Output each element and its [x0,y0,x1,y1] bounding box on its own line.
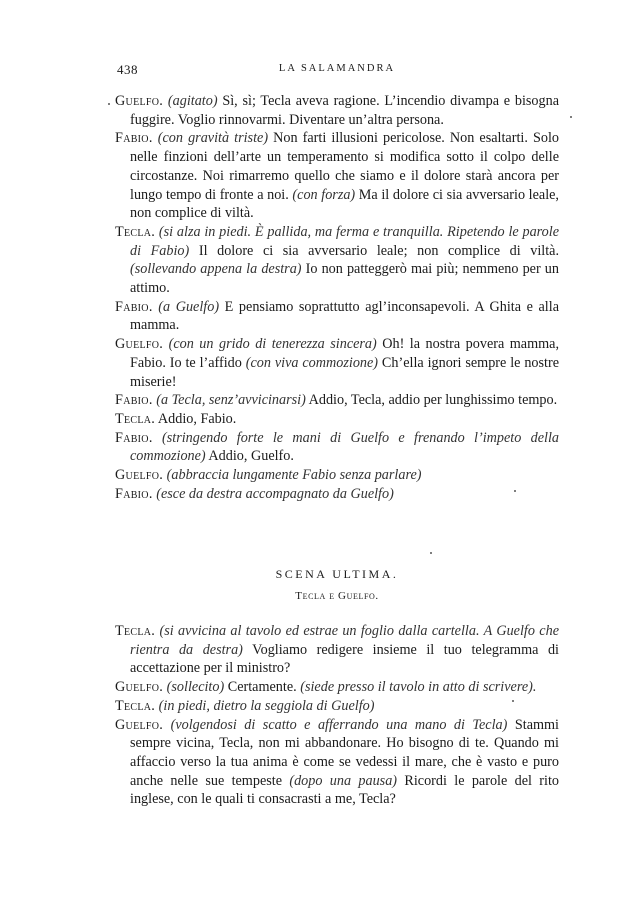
speech-text: Non farti illusioni pericolose. Non esaltarti. Solo nelle finzioni dell’arte un temperamento si modifica sotto il colpo delle circostanze. Noi rimarremo quello che siamo e il dolore starà ancora per lungo tempo di fronte a noi. [130,130,559,203]
scene-characters: Tecla e Guelfo. [295,590,379,602]
speech-guelfo-5 [115,716,559,810]
speech-tecla-1 [115,223,559,298]
speaker-name: Tecla. [115,410,156,427]
speech-text: Certamente. [224,679,301,696]
stage-direction: (stringendo forte le mani di Guelfo e frenando l’impeto della commozione) [130,429,560,465]
speech-guelfo-4 [115,678,559,697]
speaker-name: Tecla. [115,697,156,714]
speech-fabio-4 [115,429,559,466]
stage-direction: (si alza in piedi. È pallida, ma ferma e tranquilla. Ripetendo le parole di Fabio) [130,223,559,259]
speaker-name: Fabio. [115,130,153,147]
speech-tecla-3 [115,622,559,678]
speech-guelfo-2 [115,335,559,391]
speech-text: Io non patteggerò mai più; nemmeno per un attimo. [130,261,559,297]
stage-direction: (volgendosi di scatto e afferrando una mano di Tecla) [170,716,508,733]
scan-speck [430,552,432,554]
running-title: LA SALAMANDRA [278,63,396,74]
stage-direction: (si avvicina al tavolo ed estrae un foglio dalla cartella. A Guelfo che rientra da destra) [130,623,559,658]
stage-direction: (in piedi, dietro la seggiola di Guelfo) [158,697,375,714]
stage-direction: (agitato) [167,93,218,109]
stage-direction: (con viva commozione) [245,354,379,371]
scene-title: SCENA ULTIMA. [275,567,399,581]
speech-text: Il dolore ci sia avversario leale; non complice di viltà. [189,242,559,259]
speech-fabio-1 [115,129,559,223]
speaker-name: Fabio. [115,485,153,502]
speech-text: E pensiamo soprattutto agl’inconsapevoli. A Ghita e alla mamma. [130,298,559,334]
speaker-name: Fabio. [115,392,153,409]
stage-direction: (dopo una pausa) [289,772,398,789]
scan-speck [108,103,110,105]
speech-text: Ricordi le parole del rito inglese, con le quali ti consacrasti a me, Tecla? [130,772,559,808]
speech-text: Addio, Guelfo. [205,448,294,465]
speaker-name: Tecla. [115,223,156,240]
stage-direction: (con forza) [292,186,356,203]
speaker-name: Tecla. [115,623,156,639]
speech-text: Addio, Fabio. [155,410,237,427]
stage-direction: (sollecito) [166,679,225,696]
speech-text: Vogliamo redigere insieme il tuo telegramma di accettazione per il ministro? [130,641,559,677]
scan-speck [512,700,514,702]
stage-direction: (con gravità triste) [157,130,269,147]
speech-text: Oh! la nostra povera mamma, Fabio. Io te l’affido [130,336,559,371]
scan-speck [570,116,572,118]
speech-tecla-4 [115,697,559,716]
stage-direction: (esce da destra accompagnato da Guelfo) [156,485,394,502]
speech-text: Ch’ella ignori sempre le nostre miserie! [130,354,559,390]
stage-direction: (a Tecla, senz’avvicinarsi) [156,392,306,409]
speaker-name: Guelfo. [115,467,164,484]
speaker-name: Guelfo. [115,93,164,109]
speaker-name: Fabio. [115,429,153,446]
stage-direction: (siede presso il tavolo in atto di scrivere). [300,679,537,696]
dialogue-block-2 [115,622,559,809]
stage-direction: (a Guelfo) [158,298,220,315]
page-header [117,62,557,80]
speech-tecla-2 [115,410,559,429]
speech-text: Ma il dolore ci sia avversario leale, non complice di viltà. [130,186,559,222]
speech-text: Addio, Tecla, addio per lunghissimo tempo. [305,392,558,409]
speaker-name: Guelfo. [115,679,164,696]
speech-fabio-5 [115,485,559,504]
speech-guelfo-3 [115,466,559,485]
speech-fabio-3 [115,391,559,410]
stage-direction: (abbraccia lungamente Fabio senza parlare) [166,467,422,484]
speaker-name: Guelfo. [115,716,164,733]
dialogue-block-1 [115,92,559,503]
speech-guelfo-1 [115,92,559,129]
stage-direction: (con un grido di tenerezza sincera) [168,336,377,353]
speech-text: Sì, sì; Tecla aveva ragione. L’incendio divampa e bisogna fuggire. Voglio rinnovarmi. Diventare un’altra persona. [130,93,559,128]
page-number: 438 [117,62,138,77]
speaker-name: Fabio. [115,298,153,315]
speech-fabio-2 [115,298,559,335]
speaker-name: Guelfo. [115,336,164,353]
stage-direction: (sollevando appena la destra) [130,261,302,278]
speech-text: Stammi sempre vicina, Tecla, non mi abbandonare. Ho bisogno di te. Quando mi affaccio verso la tua anima è come se vedessi il mare, che è vasto e puro anche nelle sue tempeste [130,716,559,789]
scan-speck [514,490,516,492]
